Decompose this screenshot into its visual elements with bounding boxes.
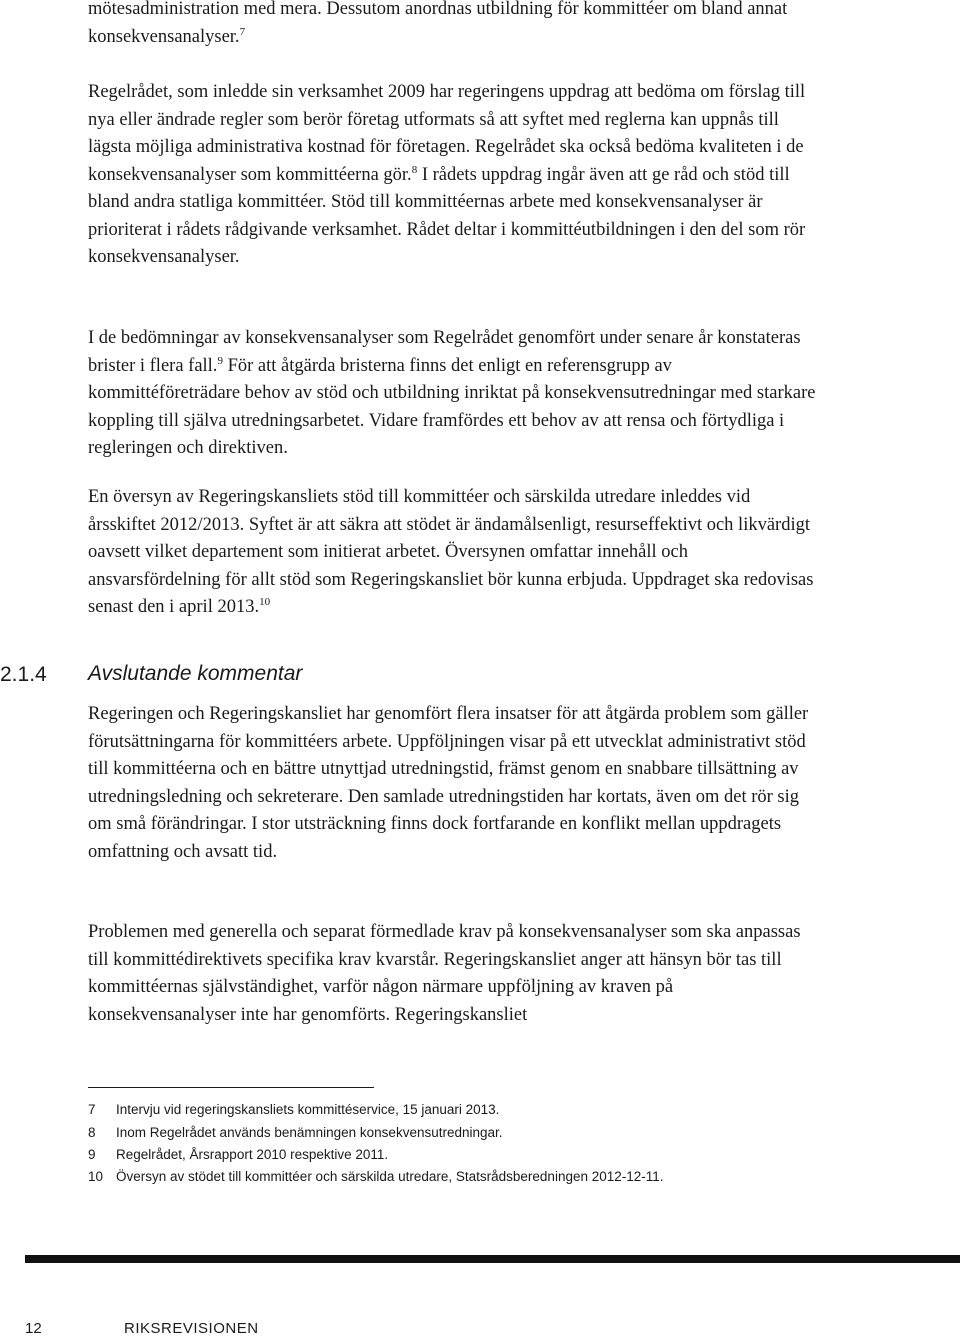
- footnote-text: Intervju vid regeringskansliets kommittéservice, 15 januari 2013.: [116, 1102, 500, 1117]
- footnote-divider: [88, 1087, 374, 1088]
- page-number: 12: [25, 1320, 42, 1337]
- paragraph-text: I de bedömningar av konsekvensanalyser som Regelrådet genomfört under senare år konstateras brister i flera fall.: [88, 328, 801, 376]
- footnote-ref-8[interactable]: 8: [411, 163, 418, 176]
- footnote-item: [88, 1146, 848, 1164]
- paragraph-text: En översyn av Regeringskansliets stöd till kommittéer och särskilda utredare inleddes vid årsskiftet 2012/2013. Syftet är att säkra att stödet är ändamålsenligt, resurseffektivt och likvärdigt oavsett vilket departement som initierat arbetet. Översynen omfattar innehåll och ansvarsfördelning för allt stöd som Regeringskansliet bör kunna erbjuda. Uppdraget ska redovisas senast den i april 2013.: [88, 487, 814, 617]
- body-paragraph: [88, 919, 818, 1029]
- footnote-text: Översyn av stödet till kommittéer och särskilda utredare, Statsrådsberedningen 2012-12-11.: [116, 1169, 664, 1184]
- footnote-number: 10: [88, 1169, 104, 1184]
- footnote-ref-7[interactable]: 7: [239, 25, 246, 38]
- paragraph-text: Problemen med generella och separat förmedlade krav på konsekvensanalyser som ska anpassas till kommittédirektivets specifika krav kvarstår. Regeringskansliet anger att hänsyn bör tas till kommittéernas självständighet, varför någon närmare uppföljning av kraven på konsekvensanalyser inte har genomförts. Regeringskansliet: [88, 922, 801, 1025]
- body-paragraph: [88, 484, 818, 622]
- paragraph-text: För att åtgärda bristerna finns det enligt en referensgrupp av kommittéföreträdare behov av stöd och utbildning inriktat på konsekvensutredningar med starkare koppling till själva utredningsarbetet. Vidare framfördes ett behov av att rensa och förtydliga i regleringen och direktiven.: [88, 355, 816, 458]
- paragraph-text: Regeringen och Regeringskansliet har genomfört flera insatser för att åtgärda problem som gäller förutsättningarna för kommittéers arbete. Uppföljningen visar på ett utvecklat administrativt stöd till kommittéerna och en bättre utnyttjad utredningstid, främst genom en snabbare tillsättning av utredningsledning och sekreterare. Den samlade utredningstiden har kortats, även om det rör sig om små förändringar. I stor utsträckning finns dock fortfarande en konflikt mellan uppdragets omfattning och avsatt tid.: [88, 704, 809, 862]
- section-title: Avslutande kommentar: [88, 662, 303, 685]
- footer-bar: [25, 1255, 960, 1263]
- footnote-number: 8: [88, 1125, 96, 1140]
- body-paragraph: [88, 0, 818, 51]
- footnote-number: 9: [88, 1147, 96, 1162]
- footnote-item: [88, 1124, 848, 1142]
- body-paragraph: [88, 325, 818, 463]
- footer-organization: RIKSREVISIONEN: [124, 1320, 259, 1337]
- footnote-item: [88, 1168, 848, 1186]
- section-number: 2.1.4: [0, 663, 47, 686]
- paragraph-text: Regelrådet, som inledde sin verksamhet 2009 har regeringens uppdrag att bedöma om förslag till nya eller ändrade regler som berör företag utformats så att syftet med reglerna kan uppnås till lägsta möjliga administrativa kostnad för företagen. Regelrådet ska också bedöma kvaliteten i de konsekvensanalyser som kommittéerna gör.: [88, 82, 806, 185]
- footnote-ref-9[interactable]: 9: [217, 354, 223, 367]
- footnote-text: Inom Regelrådet används benämningen konsekvensutredningar.: [116, 1125, 503, 1140]
- footnote-number: 7: [88, 1102, 96, 1117]
- footnote-text: Regelrådet, Årsrapport 2010 respektive 2011.: [116, 1147, 389, 1162]
- paragraph-text: mötesadministration med mera. Dessutom anordnas utbildning för kommittéer om bland annat konsekvensanalyser.: [88, 0, 788, 47]
- paragraph-text: I rådets uppdrag ingår även att ge råd och stöd till bland andra statliga kommittéer. Stöd till kommittéernas arbete med konsekvensanalyser är prioriterat i rådets rådgivande verksamhet. Rådet deltar i kommittéutbildningen i den del som rör konsekvensanalyser.: [88, 164, 806, 267]
- body-paragraph: [88, 701, 818, 866]
- footnote-ref-10[interactable]: 10: [259, 595, 271, 608]
- body-paragraph: [88, 79, 818, 272]
- footnote-item: [88, 1101, 848, 1119]
